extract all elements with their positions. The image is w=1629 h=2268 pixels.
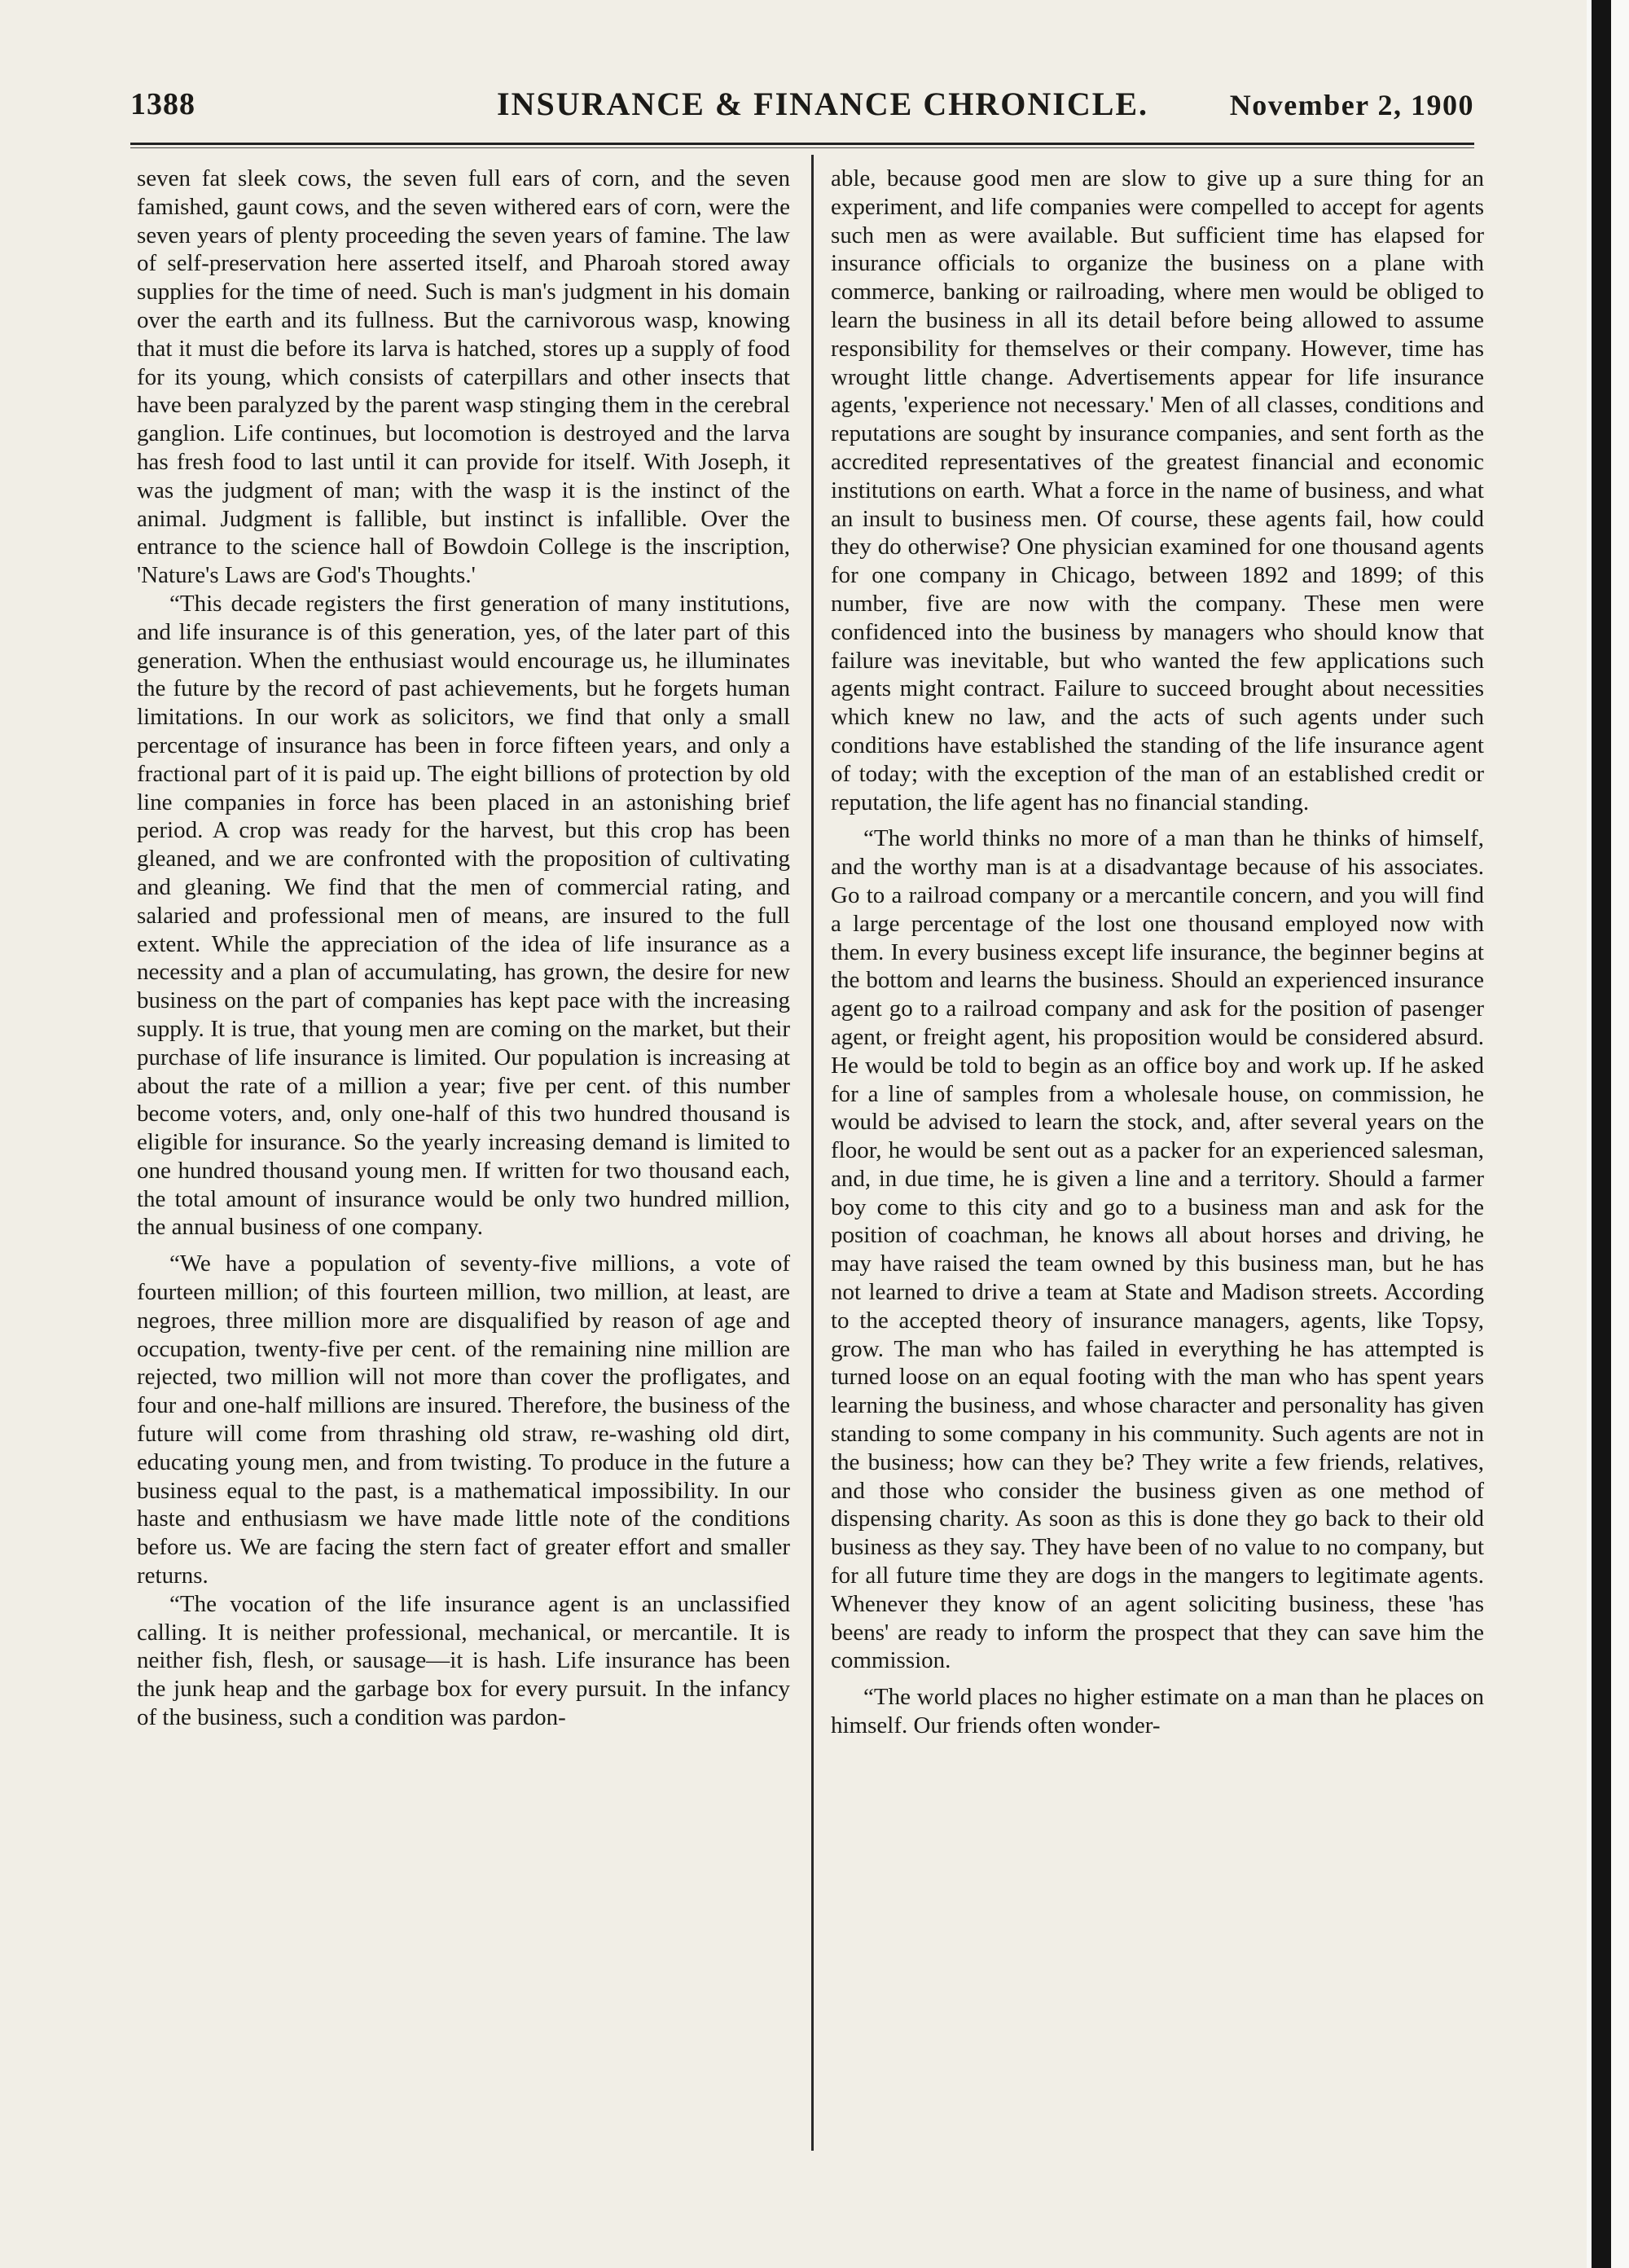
header-rule	[130, 143, 1474, 148]
column-rule	[811, 155, 814, 2151]
publication-title: INSURANCE & FINANCE CHRONICLE.	[497, 86, 1149, 122]
paragraph: seven fat sleek cows, the seven full ears of corn, and the seven famished, gaunt cows, and the seven withered ears of corn, were the seven years of plenty proceeding the seven years of famine. The law of self-preservation here asserted itself, and Pharoah stored away supplies for the time of need. Such is man's judgment in his domain over the earth and its fullness. But the carnivorous wasp, knowing that it must die before its larva is hatched, stores up a supply of food for its young, which consists of caterpillars and other insects that have been paralyzed by the parent wasp stinging them in the cerebral ganglion. Life continues, but locomotion is destroyed and the larva has fresh food to last until it can provide for itself. With Joseph, it was the judgment of man; with the wasp it is the instinct of the animal. Judgment is fallible, but instinct is infallible. Over the entrance to the science hall of Bowdoin College is the inscription, 'Nature's Laws are God's Thoughts.'	[137, 165, 790, 589]
binding-edge	[1592, 0, 1611, 2268]
right-column	[831, 165, 1484, 1740]
page-header	[130, 81, 1474, 130]
paragraph: “We have a population of seventy-five millions, a vote of fourteen million; of this fourteen million, two million, at least, are negroes, three million more are disqualified by reason of age and occupation, twenty-five per cent. of the remaining nine million are rejected, two million will not more than cover the profligates, and four and one-half millions are insured. Therefore, the business of the future will come from thrashing old straw, re-washing old dirt, educating young men, and from twisting. To produce in the future a business equal to the past, is a mathematical impossibility. In our haste and enthusiasm we have made little note of the conditions before us. We are facing the stern fact of greater effort and smaller returns.	[137, 1250, 790, 1589]
paragraph: able, because good men are slow to give up a sure thing for an experiment, and life companies were compelled to accept for agents such men as were available. But sufficient time has elapsed for insurance officials to organize the business on a plane with commerce, banking or railroading, where men would be obliged to learn the business in all its detail before being allowed to assume responsibility for themselves or their company. However, time has wrought little change. Advertisements appear for life insurance agents, 'experience not necessary.' Men of all classes, conditions and reputations are sought by insurance companies, and sent forth as the accredited representatives of the greatest financial and economic institutions on earth. What a force in the name of business, and what an insult to business men. Of course, these agents fail, how could they do otherwise? One physician examined for one thousand agents for one company in Chicago, between 1892 and 1899; of this number, five are now with the company. These men were confidenced into the business by managers who should know that failure was inevitable, but who wanted the few applications such agents might contract. Failure to succeed brought about necessities which knew no law, and the acts of such agents under such conditions have established the standing of the life insurance agent of today; with the exception of the man of an established credit or reputation, the life agent has no financial standing.	[831, 165, 1484, 815]
page-number: 1388	[130, 87, 195, 121]
paragraph: “This decade registers the first generation of many institutions, and life insurance is of this generation, yes, of the later part of this generation. When the enthusiast would encourage us, he illuminates the future by the record of past achievements, but he forgets human limitations. In our work as solicitors, we find that only a small percentage of insurance has been in force fifteen years, and only a fractional part of it is paid up. The eight billions of protection by old line companies in force has been placed in an astonishing brief period. A crop was ready for the harvest, but this crop has been gleaned, and we are confronted with the proposition of cultivating and gleaning. We find that the men of commercial rating, and salaried and professional men of means, are insured to the full extent. While the appreciation of the idea of life insurance as a necessity and a plan of accumulating, has grown, the desire for new business on the part of companies has kept pace with the increasing supply. It is true, that young men are coming on the market, but their purchase of life insurance is limited. Our population is increasing at about the rate of a million a year; five per cent. of this number become voters, and, only one-half of this two hundred thousand is eligible for insurance. So the yearly increasing demand is limited to one hundred thousand young men. If written for two thousand each, the total amount of insurance would be only two hundred million, the annual business of one company.	[137, 590, 790, 1241]
paragraph: “The world places no higher estimate on a man than he places on himself. Our friends often wonder-	[831, 1684, 1484, 1739]
issue-date: November 2, 1900	[1229, 89, 1474, 121]
paragraph: “The world thinks no more of a man than he thinks of himself, and the worthy man is at a disadvantage because of his associates. Go to a railroad company or a mercantile concern, and you will find a large percentage of the lost one thousand employed now with them. In every business except life insurance, the beginner begins at the bottom and learns the business. Should an experienced insurance agent go to a railroad company and ask for the position of pasenger agent, or freight agent, his proposition would be considered absurd. He would be told to begin as an office boy and work up. If he asked for a line of samples from a wholesale house, on commission, he would be advised to learn the stock, and, after several years on the floor, he would be sent out as a packer for an experienced salesman, and, in due time, he is given a line and a territory. Should a farmer boy come to this city and go to a business man and ask for the position of coachman, he knows all about horses and driving, he may have raised the team owned by this business man, but he has not learned to drive a team at State and Madison streets. According to the accepted theory of insurance managers, agents, like Topsy, grow. The man who has failed in everything he has attempted is turned loose on an equal footing with the man who has spent years learning the business, and whose character and personality has given standing to some company in his community. Such agents are not in the business; how can they be? They write a few friends, relatives, and those who consider the business given as one method of dispensing charity. As soon as this is done they go back to their old business as they say. They have been of no value to no company, but for all future time they are dogs in the mangers to legitimate agents. Whenever they know of an agent soliciting business, these 'has beens' are ready to inform the prospect that they can save him the commission.	[831, 825, 1484, 1674]
paragraph: “The vocation of the life insurance agent is an unclassified calling. It is neither professional, mechanical, or mercantile. It is neither fish, flesh, or sausage—it is hash. Life insurance has been the junk heap and the garbage box for every pursuit. In the infancy of the business, such a condition was pardon-	[137, 1590, 790, 1731]
left-column	[137, 165, 790, 1732]
